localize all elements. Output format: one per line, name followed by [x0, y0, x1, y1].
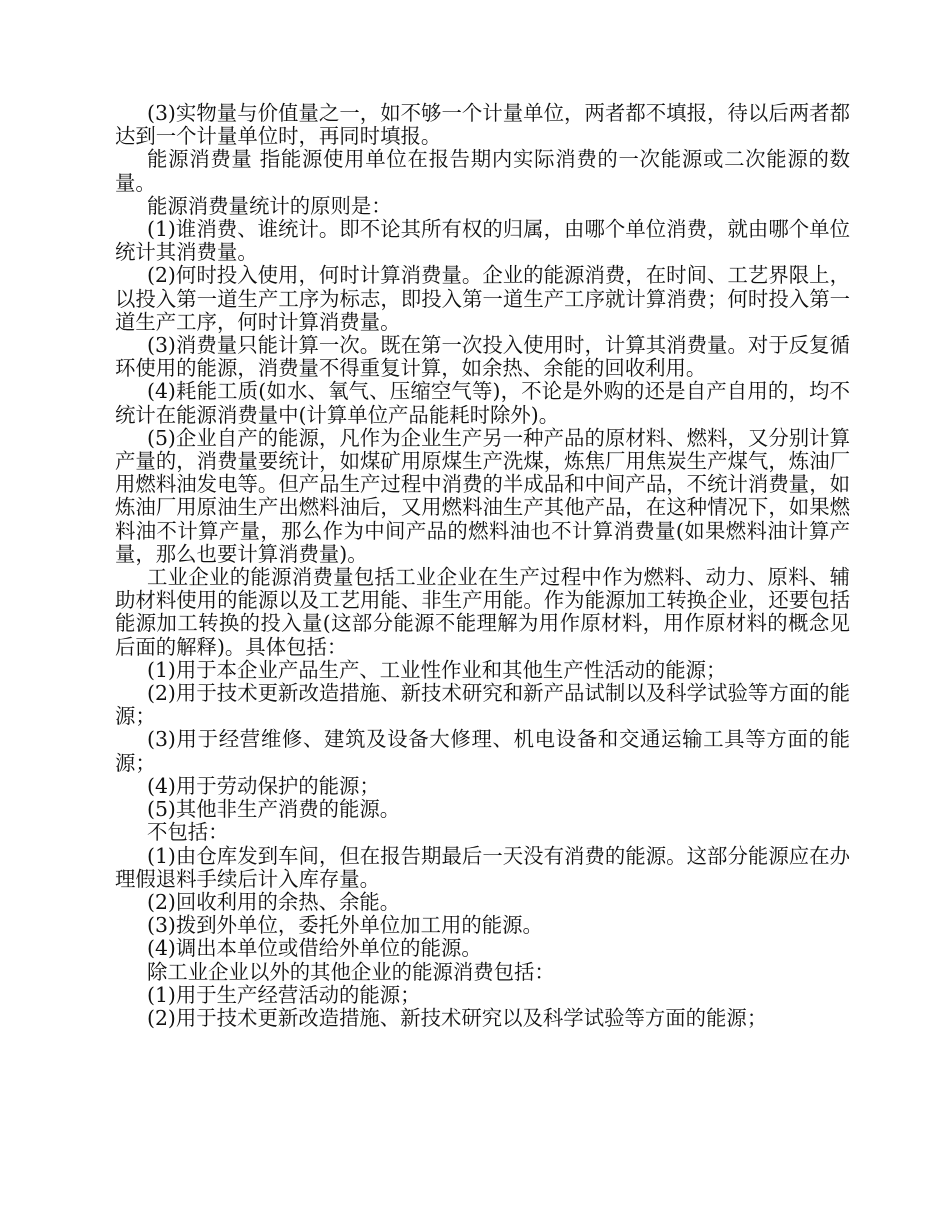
paragraph: (4)调出本单位或借给外单位的能源。	[147, 936, 482, 961]
document-body	[115, 102, 850, 1030]
paragraph: (2)回收利用的余热、余能。	[147, 889, 401, 914]
paragraph: (4)耗能工质(如水、氧气、压缩空气等)，不论是外购的还是自产自用的，均不统计在能源消费量中(计算单位产品能耗时除外)。	[115, 379, 850, 427]
paragraph: (5)企业自产的能源，凡作为企业生产另一种产品的原材料、燃料，又分别计算产量的，消费量要统计，如煤矿用原煤生产洗煤，炼焦厂用焦炭生产煤气，炼油厂用燃料油发电等。但产品生产过程中消费的半成品和中间产品，不统计消费量，如炼油厂用原油生产出燃料油后，又用燃料油生产其他产品，在这种情况下，如果燃料油不计算产量，那么作为中间产品的燃料油也不计算消费量(如果燃料油计算产量，那么也要计算消费量)。	[115, 425, 850, 566]
paragraph: (3)用于经营维修、建筑及设备大修理、机电设备和交通运输工具等方面的能源；	[115, 727, 850, 775]
paragraph: (3)实物量与价值量之一，如不够一个计量单位，两者都不填报，待以后两者都达到一个计量单位时，再同时填报。	[115, 101, 850, 149]
paragraph: (5)其他非生产消费的能源。	[147, 797, 401, 822]
paragraph: (4)用于劳动保护的能源；	[147, 773, 380, 798]
paragraph: 工业企业的能源消费量包括工业企业在生产过程中作为燃料、动力、原料、辅助材料使用的能源以及工艺用能、非生产用能。作为能源加工转换企业，还要包括能源加工转换的投入量(这部分能源不能理解为用作原材料，用作原材料的概念见后面的解释)。具体包括：	[115, 565, 850, 659]
paragraph: 不包括：	[147, 820, 229, 845]
paragraph: (3)拨到外单位，委托外单位加工用的能源。	[147, 913, 543, 938]
paragraph: (2)用于技术更新改造措施、新技术研究以及科学试验等方面的能源；	[147, 1005, 768, 1030]
paragraph: (2)用于技术更新改造措施、新技术研究和新产品试制以及科学试验等方面的能源；	[115, 681, 850, 729]
paragraph: (1)由仓库发到车间，但在报告期最后一天没有消费的能源。这部分能源应在办理假退料手续后计入库存量。	[115, 843, 850, 891]
paragraph: (1)用于生产经营活动的能源；	[147, 982, 421, 1007]
paragraph: 能源消费量 指能源使用单位在报告期内实际消费的一次能源或二次能源的数量。	[115, 147, 850, 195]
paragraph: (2)何时投入使用，何时计算消费量。企业的能源消费，在时间、工艺界限上，以投入第一道生产工序为标志，即投入第一道生产工序就计算消费；何时投入第一道生产工序，何时计算消费量。	[115, 263, 850, 334]
paragraph: 能源消费量统计的原则是：	[147, 193, 392, 218]
paragraph: (3)消费量只能计算一次。既在第一次投入使用时，计算其消费量。对于反复循环使用的能源，消费量不得重复计算，如余热、余能的回收利用。	[115, 333, 850, 381]
paragraph: 除工业企业以外的其他企业的能源消费包括：	[147, 959, 555, 984]
paragraph: (1)谁消费、谁统计。即不论其所有权的归属，由哪个单位消费，就由哪个单位统计其消费量。	[115, 217, 850, 265]
paragraph: (1)用于本企业产品生产、工业性作业和其他生产性活动的能源；	[147, 657, 727, 682]
